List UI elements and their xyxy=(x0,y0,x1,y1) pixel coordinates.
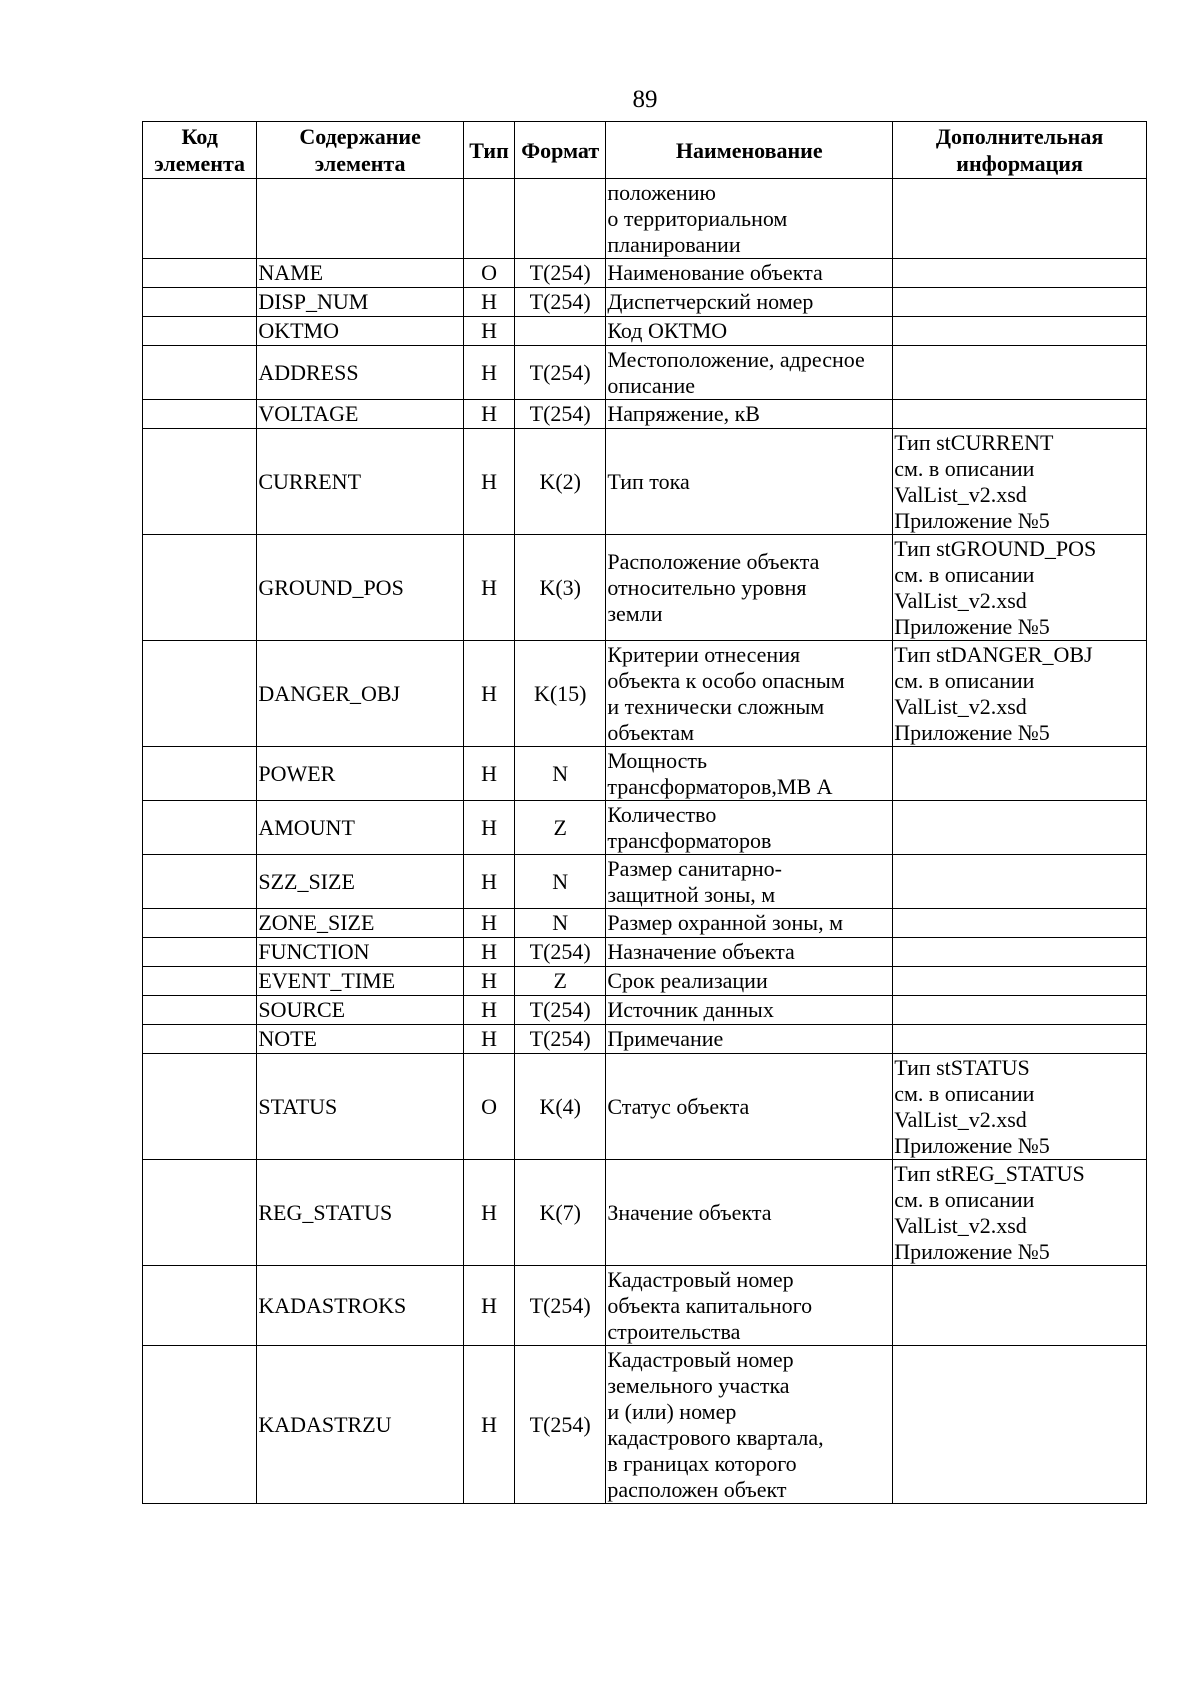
cell-name-line: описание xyxy=(607,372,695,398)
cell-extra-line: ValList_v2.xsd xyxy=(894,587,1027,613)
cell-type: Н xyxy=(463,909,514,938)
header-code xyxy=(143,122,257,179)
cell-type: Н xyxy=(463,747,514,801)
cell-name xyxy=(606,996,893,1025)
cell-extra-line: см. в описании xyxy=(894,561,1035,587)
cell-name-line: положению xyxy=(607,179,716,205)
cell-type: Н xyxy=(463,400,514,429)
cell-extra-line: Тип stCURRENT xyxy=(894,429,1054,455)
cell-extra-line: ValList_v2.xsd xyxy=(894,1212,1027,1238)
cell-extra xyxy=(893,1025,1147,1054)
cell-type: Н xyxy=(463,1266,514,1346)
cell-type: Н xyxy=(463,1025,514,1054)
cell-name xyxy=(606,641,893,747)
cell-extra xyxy=(893,535,1147,641)
cell-name-line: Наименование объекта xyxy=(607,260,823,285)
cell-code xyxy=(143,1346,257,1504)
header-type xyxy=(463,122,514,179)
cell-format: K(15) xyxy=(515,641,606,747)
cell-extra-line: Приложение №5 xyxy=(894,1132,1050,1158)
table-row xyxy=(143,429,1147,535)
cell-format: Z xyxy=(515,801,606,855)
cell-format: T(254) xyxy=(515,1346,606,1504)
cell-extra xyxy=(893,967,1147,996)
cell-name-line: Кадастровый номер xyxy=(607,1346,794,1372)
cell-code xyxy=(143,967,257,996)
cell-type: Н xyxy=(463,1160,514,1266)
cell-content: VOLTAGE xyxy=(257,400,464,429)
table-row xyxy=(143,801,1147,855)
cell-name-line: земельного участка xyxy=(607,1372,790,1398)
cell-name xyxy=(606,259,893,288)
cell-code xyxy=(143,179,257,259)
cell-extra-line: ValList_v2.xsd xyxy=(894,693,1027,719)
cell-content xyxy=(257,179,464,259)
cell-code xyxy=(143,429,257,535)
cell-extra xyxy=(893,996,1147,1025)
cell-name-line: объектам xyxy=(607,719,695,745)
cell-name-line: о территориальном xyxy=(607,205,788,231)
cell-name-line: и технически сложным xyxy=(607,693,825,719)
cell-code xyxy=(143,996,257,1025)
page-number: 89 xyxy=(632,86,658,113)
cell-extra xyxy=(893,938,1147,967)
cell-name-line: Мощность xyxy=(607,747,708,773)
cell-name xyxy=(606,801,893,855)
cell-type: Н xyxy=(463,1346,514,1504)
table-row xyxy=(143,288,1147,317)
cell-name-line: объекта к особо опасным xyxy=(607,667,845,693)
cell-content: POWER xyxy=(257,747,464,801)
cell-extra xyxy=(893,317,1147,346)
cell-extra-line: см. в описании xyxy=(894,1080,1035,1106)
cell-content: NAME xyxy=(257,259,464,288)
cell-content: REG_STATUS xyxy=(257,1160,464,1266)
cell-extra-line: Тип stREG_STATUS xyxy=(894,1160,1085,1186)
cell-name-line: Размер охранной зоны, м xyxy=(607,910,843,935)
cell-name-line: трансформаторов xyxy=(607,827,772,853)
cell-content: CURRENT xyxy=(257,429,464,535)
cell-format: T(254) xyxy=(515,1025,606,1054)
cell-name-line: Код ОКТМО xyxy=(607,318,728,343)
cell-extra-line: Тип stSTATUS xyxy=(894,1054,1030,1080)
cell-name-line: Количество xyxy=(607,801,717,827)
cell-name xyxy=(606,429,893,535)
cell-name-line: строительства xyxy=(607,1318,741,1344)
cell-extra-line: см. в описании xyxy=(894,455,1035,481)
cell-code xyxy=(143,288,257,317)
cell-extra xyxy=(893,1266,1147,1346)
cell-extra-line: Тип stGROUND_POS xyxy=(894,535,1097,561)
cell-name xyxy=(606,317,893,346)
cell-extra-line: Приложение №5 xyxy=(894,719,1050,745)
table-row xyxy=(143,996,1147,1025)
cell-code xyxy=(143,938,257,967)
cell-type: Н xyxy=(463,938,514,967)
cell-content: NOTE xyxy=(257,1025,464,1054)
cell-format: T(254) xyxy=(515,346,606,400)
cell-name xyxy=(606,346,893,400)
cell-name-line: земли xyxy=(607,600,663,626)
cell-content: AMOUNT xyxy=(257,801,464,855)
cell-format: N xyxy=(515,855,606,909)
cell-content: KADASTRZU xyxy=(257,1346,464,1504)
cell-code xyxy=(143,1054,257,1160)
cell-name-line: Диспетчерский номер xyxy=(607,289,814,314)
cell-extra-line: см. в описании xyxy=(894,1186,1035,1212)
cell-code xyxy=(143,1266,257,1346)
attribute-table xyxy=(142,121,1147,1504)
cell-extra-line: ValList_v2.xsd xyxy=(894,481,1027,507)
cell-content: OKTMO xyxy=(257,317,464,346)
cell-name-line: планировании xyxy=(607,231,741,257)
header-content xyxy=(257,122,464,179)
cell-format: K(2) xyxy=(515,429,606,535)
cell-name-line: Местоположение, адресное xyxy=(607,346,865,372)
cell-name-line: Кадастровый номер xyxy=(607,1266,794,1292)
cell-format: T(254) xyxy=(515,400,606,429)
cell-name-line: Примечание xyxy=(607,1026,724,1051)
cell-content: SZZ_SIZE xyxy=(257,855,464,909)
cell-content: ADDRESS xyxy=(257,346,464,400)
cell-code xyxy=(143,535,257,641)
cell-type: Н xyxy=(463,801,514,855)
header-content-line: элемента xyxy=(314,151,406,176)
table-row xyxy=(143,1346,1147,1504)
cell-name-line: и (или) номер xyxy=(607,1398,737,1424)
cell-extra-line: ValList_v2.xsd xyxy=(894,1106,1027,1132)
cell-content: FUNCTION xyxy=(257,938,464,967)
table-row xyxy=(143,179,1147,259)
cell-content: KADASTROKS xyxy=(257,1266,464,1346)
cell-code xyxy=(143,747,257,801)
cell-name xyxy=(606,909,893,938)
cell-code xyxy=(143,641,257,747)
cell-extra-line: Приложение №5 xyxy=(894,507,1050,533)
header-extra xyxy=(893,122,1147,179)
table-body xyxy=(143,179,1147,1504)
table-row xyxy=(143,259,1147,288)
cell-extra xyxy=(893,1054,1147,1160)
cell-content: SOURCE xyxy=(257,996,464,1025)
cell-extra xyxy=(893,1160,1147,1266)
cell-type: Н xyxy=(463,346,514,400)
cell-extra xyxy=(893,747,1147,801)
cell-format: T(254) xyxy=(515,996,606,1025)
table-row xyxy=(143,346,1147,400)
cell-type: Н xyxy=(463,317,514,346)
header-extra-line: Дополнительная xyxy=(935,124,1104,149)
cell-format: T(254) xyxy=(515,259,606,288)
table-header-row xyxy=(143,122,1147,179)
cell-type: О xyxy=(463,1054,514,1160)
cell-code xyxy=(143,259,257,288)
cell-name xyxy=(606,1160,893,1266)
table-row xyxy=(143,909,1147,938)
cell-type: Н xyxy=(463,535,514,641)
cell-format: T(254) xyxy=(515,288,606,317)
cell-extra xyxy=(893,429,1147,535)
cell-code xyxy=(143,801,257,855)
cell-name xyxy=(606,938,893,967)
cell-extra xyxy=(893,641,1147,747)
table-row xyxy=(143,400,1147,429)
cell-format xyxy=(515,317,606,346)
table-row xyxy=(143,1266,1147,1346)
cell-type xyxy=(463,179,514,259)
cell-content: STATUS xyxy=(257,1054,464,1160)
cell-name-line: Назначение объекта xyxy=(607,939,795,964)
cell-type: Н xyxy=(463,855,514,909)
cell-name xyxy=(606,400,893,429)
cell-name xyxy=(606,747,893,801)
header-name-line: Наименование xyxy=(675,137,823,163)
table-row xyxy=(143,1160,1147,1266)
cell-name-line: Источник данных xyxy=(607,997,774,1022)
cell-type: Н xyxy=(463,288,514,317)
cell-extra-line: Приложение №5 xyxy=(894,613,1050,639)
cell-name-line: Напряжение, кВ xyxy=(607,401,760,426)
header-format xyxy=(515,122,606,179)
header-code-line: элемента xyxy=(154,151,246,176)
table-row xyxy=(143,747,1147,801)
cell-content: GROUND_POS xyxy=(257,535,464,641)
cell-format: K(4) xyxy=(515,1054,606,1160)
header-code-line: Код xyxy=(181,124,218,149)
header-content-line: Содержание xyxy=(299,124,421,149)
header-extra-line: информация xyxy=(956,151,1083,176)
cell-content: EVENT_TIME xyxy=(257,967,464,996)
cell-extra-line: Тип stDANGER_OBJ xyxy=(894,641,1093,667)
cell-name xyxy=(606,179,893,259)
cell-extra xyxy=(893,346,1147,400)
cell-name xyxy=(606,288,893,317)
cell-name-line: Тип тока xyxy=(607,468,690,494)
cell-name-line: расположен объект xyxy=(607,1476,787,1502)
cell-name-line: трансформаторов,МВ А xyxy=(607,773,833,799)
cell-format: K(3) xyxy=(515,535,606,641)
cell-name-line: Расположение объекта xyxy=(607,548,820,574)
cell-name xyxy=(606,1054,893,1160)
cell-name xyxy=(606,967,893,996)
cell-code xyxy=(143,1025,257,1054)
cell-type: Н xyxy=(463,996,514,1025)
cell-format: K(7) xyxy=(515,1160,606,1266)
cell-name-line: Статус объекта xyxy=(607,1093,750,1119)
cell-format: N xyxy=(515,909,606,938)
header-format-line: Формат xyxy=(521,137,600,163)
cell-format: Z xyxy=(515,967,606,996)
cell-name-line: объекта капитального xyxy=(607,1292,813,1318)
cell-name xyxy=(606,1266,893,1346)
cell-format xyxy=(515,179,606,259)
cell-name-line: Размер санитарно- xyxy=(607,855,783,881)
cell-name-line: Срок реализации xyxy=(607,968,768,993)
table-row xyxy=(143,855,1147,909)
cell-type: Н xyxy=(463,967,514,996)
table-row xyxy=(143,641,1147,747)
cell-format: T(254) xyxy=(515,938,606,967)
cell-extra xyxy=(893,288,1147,317)
header-name xyxy=(606,122,893,179)
cell-extra xyxy=(893,179,1147,259)
cell-type: Н xyxy=(463,641,514,747)
cell-code xyxy=(143,909,257,938)
cell-code xyxy=(143,400,257,429)
cell-code xyxy=(143,317,257,346)
table-row xyxy=(143,967,1147,996)
cell-code xyxy=(143,346,257,400)
cell-extra xyxy=(893,855,1147,909)
cell-name-line: в границах которого xyxy=(607,1450,797,1476)
header-type-line: Тип xyxy=(469,137,509,163)
cell-name-line: кадастрового квартала, xyxy=(607,1424,824,1450)
table-row xyxy=(143,1054,1147,1160)
cell-format: T(254) xyxy=(515,1266,606,1346)
cell-name xyxy=(606,855,893,909)
cell-code xyxy=(143,855,257,909)
cell-code xyxy=(143,1160,257,1266)
cell-name xyxy=(606,1025,893,1054)
cell-extra xyxy=(893,1346,1147,1504)
cell-extra xyxy=(893,909,1147,938)
table-row xyxy=(143,317,1147,346)
cell-name-line: Значение объекта xyxy=(607,1199,772,1225)
cell-name xyxy=(606,535,893,641)
table-row xyxy=(143,938,1147,967)
cell-type: Н xyxy=(463,429,514,535)
cell-type: О xyxy=(463,259,514,288)
cell-name-line: относительно уровня xyxy=(607,574,807,600)
cell-extra xyxy=(893,801,1147,855)
cell-content: DANGER_OBJ xyxy=(257,641,464,747)
cell-content: ZONE_SIZE xyxy=(257,909,464,938)
cell-name-line: Критерии отнесения xyxy=(607,641,801,667)
cell-content: DISP_NUM xyxy=(257,288,464,317)
cell-extra-line: Приложение №5 xyxy=(894,1238,1050,1264)
cell-name-line: защитной зоны, м xyxy=(607,881,776,907)
cell-extra xyxy=(893,400,1147,429)
cell-extra-line: см. в описании xyxy=(894,667,1035,693)
cell-name xyxy=(606,1346,893,1504)
cell-extra xyxy=(893,259,1147,288)
cell-format: N xyxy=(515,747,606,801)
table-row xyxy=(143,1025,1147,1054)
table-row xyxy=(143,535,1147,641)
